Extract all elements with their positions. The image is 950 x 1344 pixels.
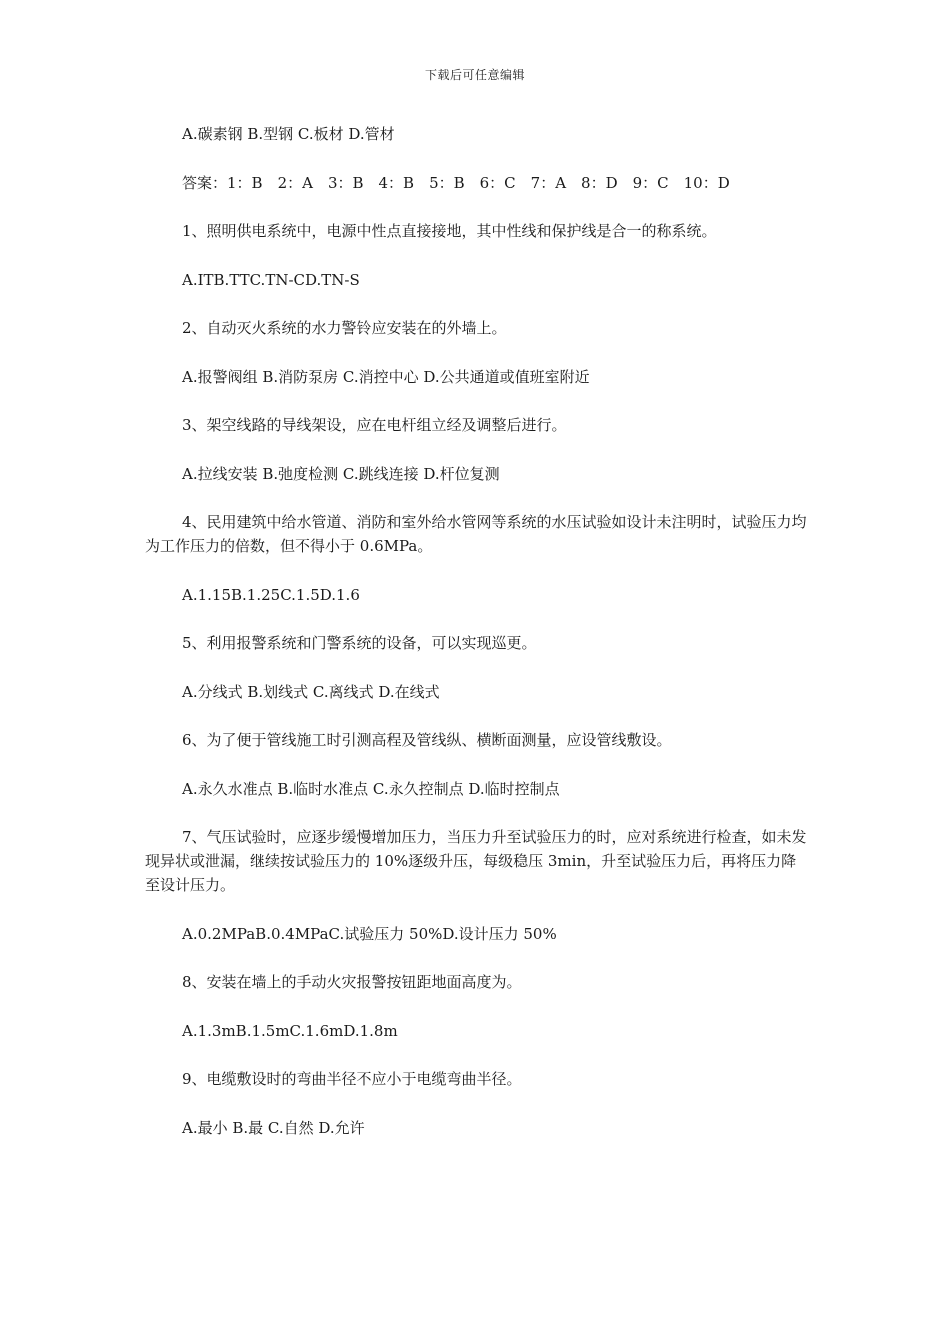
options-paragraph: A.碳素钢 B.型钢 C.板材 D.管材 bbox=[182, 125, 395, 143]
question-8-options: A.1.3mB.1.5mC.1.6mD.1.8m bbox=[182, 1021, 398, 1040]
question-8: 8、安装在墙上的手动火灾报警按钮距地面高度为。 bbox=[182, 973, 522, 991]
document-body bbox=[145, 122, 810, 1164]
question-4: 4、民用建筑中给水管道、消防和室外给水管网等系统的水压试验如设计未注明时，试验压力均为工作压力的倍数，但不得小于 0.6MPa。 bbox=[145, 513, 807, 555]
question-1: 1、照明供电系统中，电源中性点直接接地，其中性线和保护线是合一的称系统。 bbox=[182, 222, 717, 240]
question-9: 9、电缆敷设时的弯曲半径不应小于电缆弯曲半径。 bbox=[182, 1070, 522, 1088]
question-6-options: A.永久水准点 B.临时水准点 C.永久控制点 D.临时控制点 bbox=[182, 779, 560, 798]
question-3: 3、架空线路的导线架设，应在电杆组立经及调整后进行。 bbox=[182, 416, 567, 434]
question-9-options: A.最小 B.最 C.自然 D.允许 bbox=[182, 1118, 365, 1137]
answer-key: 答案：1：B 2：A 3：B 4：B 5：B 6：C 7：A 8：D 9：C 10：D bbox=[182, 173, 730, 192]
page-header: 下载后可任意编辑 bbox=[424, 68, 525, 82]
question-7-options: A.0.2MPaB.0.4MPaC.试验压力 50%D.设计压力 50% bbox=[182, 924, 557, 943]
question-4-options: A.1.15B.1.25C.1.5D.1.6 bbox=[182, 585, 360, 604]
question-2: 2、自动灭火系统的水力警铃应安装在的外墙上。 bbox=[182, 319, 507, 337]
question-5: 5、利用报警系统和门警系统的设备，可以实现巡更。 bbox=[182, 634, 537, 652]
question-2-options: A.报警阀组 B.消防泵房 C.消控中心 D.公共通道或值班室附近 bbox=[182, 367, 590, 386]
question-6: 6、为了便于管线施工时引测高程及管线纵、横断面测量，应设管线敷设。 bbox=[182, 731, 672, 749]
question-3-options: A.拉线安装 B.弛度检测 C.跳线连接 D.杆位复测 bbox=[182, 464, 500, 483]
question-1-options: A.ITB.TTC.TN-CD.TN-S bbox=[182, 270, 360, 289]
question-5-options: A.分线式 B.划线式 C.离线式 D.在线式 bbox=[182, 682, 440, 701]
question-7: 7、气压试验时，应逐步缓慢增加压力，当压力升至试验压力的时，应对系统进行检查，如未发现异状或泄漏，继续按试验压力的 10%逐级升压，每级稳压 3min，升至试验压力后，再将压力降至设计压力。 bbox=[145, 828, 807, 894]
